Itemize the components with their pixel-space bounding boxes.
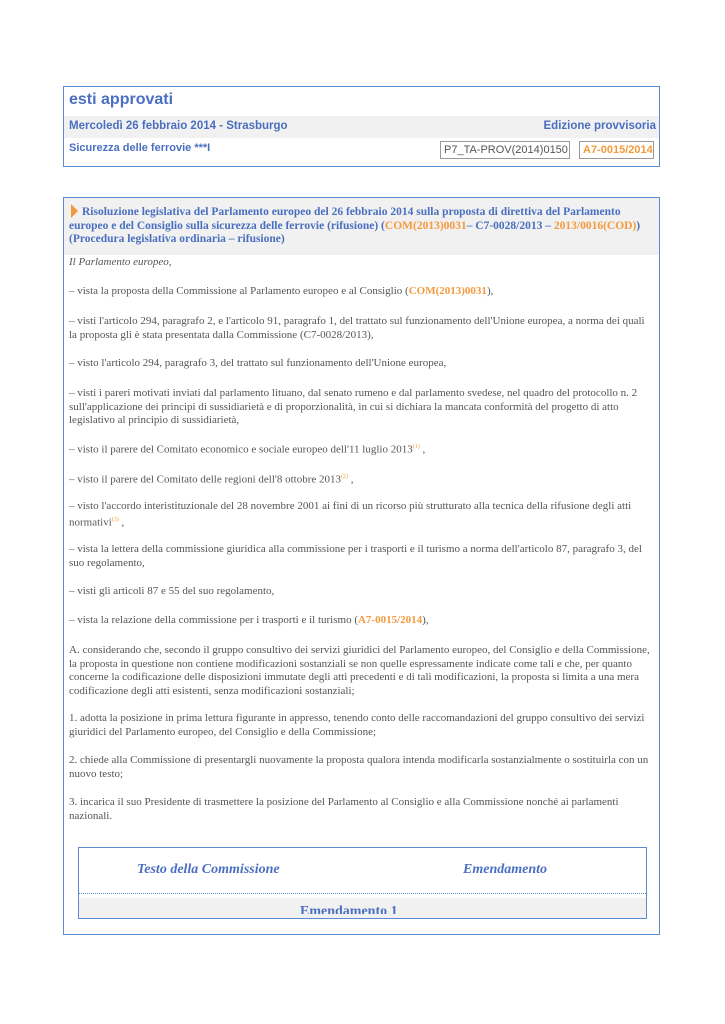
session-date: Mercoledì 26 febbraio 2014 - Strasburgo: [69, 120, 288, 132]
footnote-link[interactable]: (2): [341, 474, 349, 480]
citation-4: – visti i pareri motivati inviati dal parlamento lituano, dal senato rumeno e dal parlamento svedese, nel quadro del protocollo n. 2 sull'applicazione dei principi di sussidiarietà e di proporzionalità, in cui si dichiara la mancata conformità del progetto di atto legislativo al principio di sussidiarietà,: [69, 387, 638, 426]
footnote-link[interactable]: (3): [111, 516, 119, 523]
citation-10: – vista la relazione della commissione per i trasporti e il turismo (A7-0015/2014),: [69, 614, 429, 626]
recital-a: A. considerando che, secondo il gruppo consultivo dei servizi giuridici del Parlamento europeo, del Consiglio e della Commissione, la proposta in questione non contiene modificazioni sostanziali se non quelle espressamente indicate come tali e che, per quanto concerne la codificazione delle disposizioni immutate degli atti precedenti e di tali modificazioni, la proposta si limita a una mera codificazione degli atti esistenti, senza modificazioni sostanziali;: [69, 644, 650, 697]
com-link[interactable]: COM(2013)0031: [384, 219, 467, 232]
paragraph-3: 3. incarica il suo Presidente di trasmettere la posizione del Parlamento al Consiglio e alla Commissione nonché ai parlamenti nazionali.: [69, 796, 619, 822]
table-divider: [79, 893, 646, 894]
paragraph-1: 1. adotta la posizione in prima lettura figurante in appresso, tenendo conto delle raccomandazioni del gruppo consultivo dei servizi giuridici del Parlamento europeo, del Consiglio e della Commissione;: [69, 712, 645, 738]
page-title: esti approvati: [69, 91, 174, 108]
citation-7: – visto l'accordo interistituzionale del 28 novembre 2001 ai fini di un ricorso più strutturato alla tecnica della rifusione degli atti normativi$^{(3)}$ ,: [69, 500, 632, 529]
citation-5: – visto il parere del Comitato economico e sociale europeo dell'11 luglio 2013$^{(1)}$ ,: [69, 443, 426, 456]
citation-8: – vista la lettera della commissione giuridica alla commissione per i trasporti e il turismo a norma dell'articolo 87, paragrafo 3, del suo regolamento,: [69, 543, 642, 569]
column-header-amendment: Emendamento: [463, 862, 548, 877]
column-header-commission: Testo della Commissione: [137, 862, 280, 877]
footnote-link[interactable]: (1): [412, 444, 420, 450]
citation-3: – visto l'articolo 294, paragrafo 3, del trattato sul funzionamento dell'Unione europea,: [69, 357, 447, 369]
com-link[interactable]: COM(2013)0031: [408, 285, 487, 297]
procedure-reference: P7_TA-PROV(2014)0150: [440, 141, 570, 159]
report-link[interactable]: A7-0015/2014: [357, 614, 423, 626]
amendment-number: Emendamento 1: [300, 904, 398, 914]
citation-2: – visti l'articolo 294, paragrafo 2, e l'articolo 91, paragrafo 1, del trattato sul funzionamento dell'Unione europea, a norma dei quali la proposta gli è stata presentata dalla Commissione (C7-0028/2013),: [69, 315, 645, 341]
intro-text: Il Parlamento europeo,: [69, 256, 172, 268]
citation-1: – vista la proposta della Commissione al Parlamento europeo e al Consiglio (COM(2013)0031),: [69, 285, 494, 297]
citation-6: – visto il parere del Comitato delle regioni dell'8 ottobre 2013$^{(2)}$ ,: [69, 473, 354, 486]
paragraph-2: 2. chiede alla Commissione di presentargli nuovamente la proposta qualora intenda modificarla sostanzialmente o sostituirla con un nuovo testo;: [69, 754, 649, 780]
cod-link[interactable]: 2013/0016(COD): [553, 219, 637, 232]
resolution-title: Risoluzione legislativa del Parlamento europeo del 26 febbraio 2014 sulla proposta di direttiva del Parlamento europeo e del Consiglio sulla sicurezza delle ferrovie (rifusione) (COM(2013)0031– C7-0028/2013 – 2013/0016(COD)) (Procedura legislativa ordinaria – rifusione): [69, 206, 641, 245]
citation-9: – visti gli articoli 87 e 55 del suo regolamento,: [69, 585, 275, 597]
report-reference-link[interactable]: A7-0015/2014: [579, 141, 654, 159]
subject-title: Sicurezza delle ferrovie ***I: [69, 142, 211, 154]
edition-label: Edizione provvisoria: [543, 120, 656, 132]
